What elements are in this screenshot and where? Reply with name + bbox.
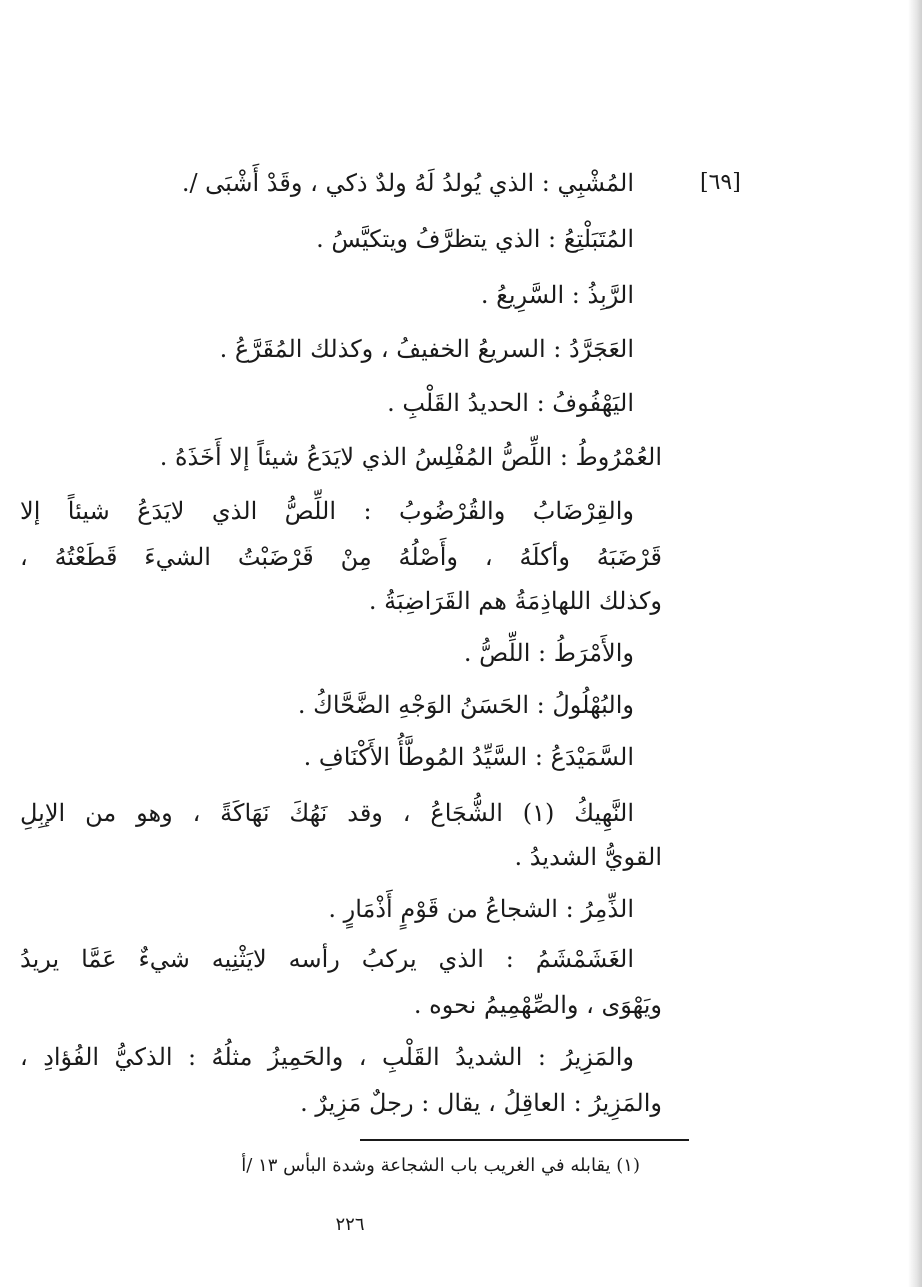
entry-line: القويُّ الشديدُ . — [514, 843, 662, 871]
entry-line: السَّمَيْدَعُ : السَّيِّدُ المُوطَّأُ الأَكْنَافِ . — [303, 743, 634, 771]
entry-line: والبُهْلُولُ : الحَسَنُ الوَجْهِ الضَّحَّاكُ . — [297, 691, 634, 719]
entry-line: قَرْضَبَهُ وأكلَهُ ، وأَصْلُهُ مِنْ قَرْضَبْتُ الشيءَ قَطَعْتُهُ ، — [20, 543, 662, 571]
entry-line: ويَهْوَى ، والصِّهْمِيمُ نحوه . — [413, 991, 662, 1019]
entry-line: المُشْبِي : الذي يُولدُ لَهُ ولدٌ ذكي ، وقَدْ أَشْبَى /. — [181, 169, 634, 197]
entry-line: والقِرْضَابُ والقُرْضُوبُ : اللِّصُّ الذي لايَدَعُ شيئاً إلا — [20, 497, 634, 525]
entry-line: العَجَرَّدُ : السريعُ الخفيفُ ، وكذلك المُقَرَّعُ . — [219, 335, 634, 363]
entry-line: والأَمْرَطُ : اللِّصُّ . — [463, 639, 634, 667]
entry-line: وكذلك اللهاذِمَةُ هم القَرَاضِبَةُ . — [368, 587, 662, 615]
page-number: ٢٢٦ — [335, 1214, 365, 1235]
entry-line: اليَهْفُوفُ : الحديدُ القَلْبِ . — [387, 389, 634, 417]
entry-line: والمَزِيرُ : العاقِلُ ، يقال : رجلٌ مَزِيرٌ . — [300, 1089, 662, 1117]
entry-line: العُمْرُوطُ : اللِّصُّ المُفْلِسُ الذي لايَدَعُ شيئاً إلا أَخَذَهُ . — [159, 443, 662, 471]
footnote-separator — [360, 1139, 689, 1141]
entry-line: النَّهِيكُ (١) الشُّجَاعُ ، وقد نَهُكَ نَهَاكَةً ، وهو من الإبِلِ — [20, 799, 634, 827]
entry-line: والمَزِيرُ : الشديدُ القَلْبِ ، والحَمِيزُ مثلُهُ : الذكيُّ الفُؤادِ ، — [20, 1043, 634, 1071]
entry-line: الغَشَمْشَمُ : الذي يركبُ رأسه لايَثْنِيه شيءٌ عَمَّا يريدُ — [20, 945, 634, 973]
main-text — [20, 0, 662, 1287]
page-edge-shadow — [908, 0, 922, 1287]
entry-line: الذِّمِرُ : الشجاعُ من قَوْمٍ أَذْمَارٍ . — [328, 895, 634, 923]
footnote: (١) يقابله في الغريب باب الشجاعة وشدة البأس ١٣ /أ — [241, 1155, 640, 1176]
entry-line: المُتَبَلْتِعُ : الذي يتظرَّفُ ويتكيَّسُ . — [316, 225, 634, 253]
margin-folio-number: [٦٩] — [700, 170, 741, 195]
entry-line: الرَّبِذُ : السَّرِيعُ . — [480, 281, 634, 309]
